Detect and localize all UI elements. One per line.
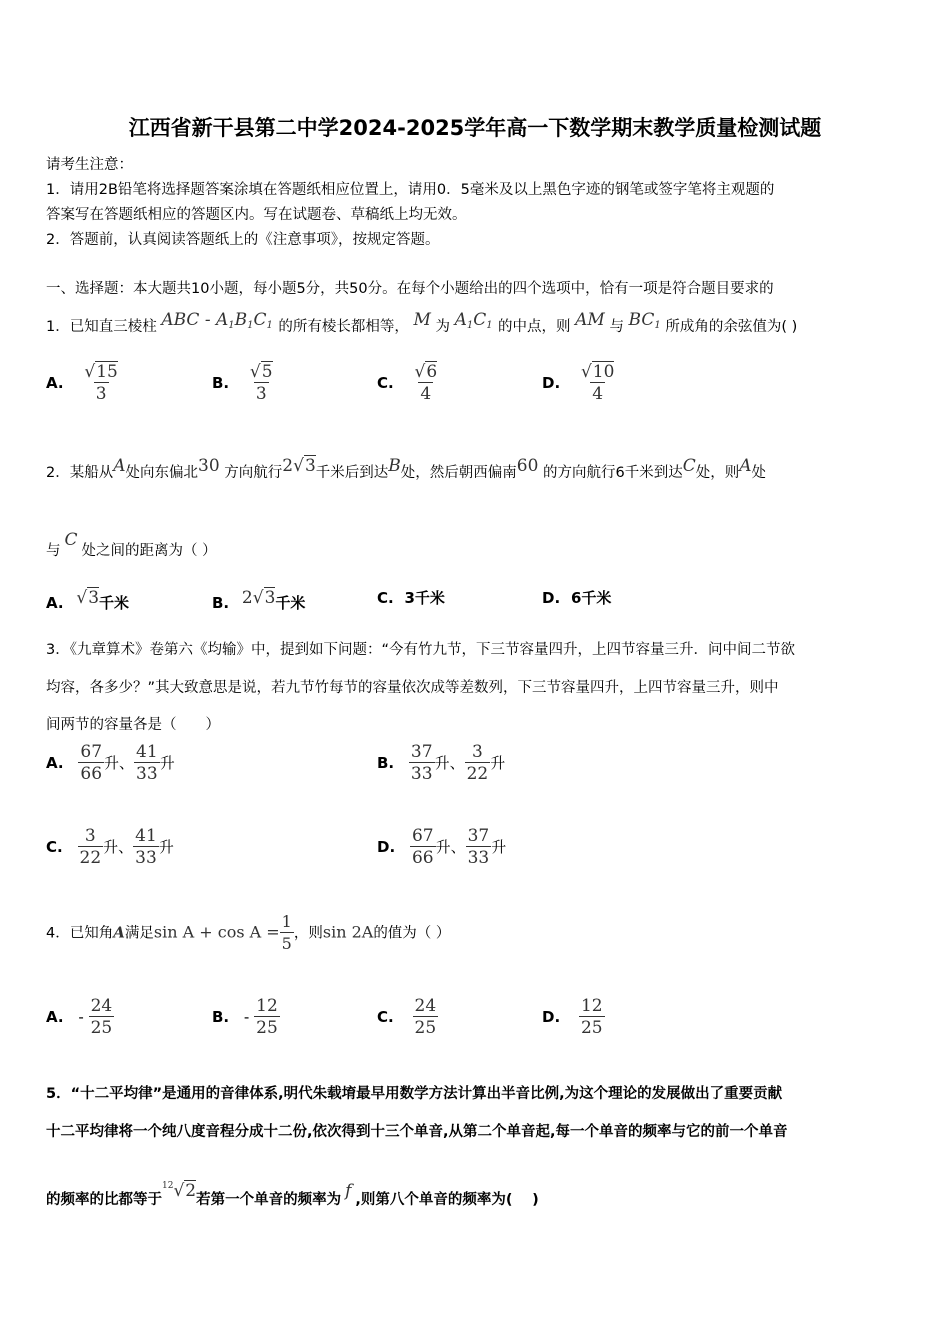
q4-option-d[interactable] <box>542 996 605 1039</box>
q1-text-1: 的所有棱长都相等， <box>278 319 409 335</box>
q5-line3-c: ,则第八个单音的频率为( ) <box>355 1192 539 1208</box>
option-text: 6千米 <box>570 589 612 607</box>
q3-line-1: 3．《九章算术》卷第六《均输》中，提到如下问题：“今有竹九节，下三节容量四升，上四节容量三升．问中间二节欲 <box>46 642 795 658</box>
q1-segment <box>455 310 498 330</box>
option-label: C. <box>377 589 394 607</box>
q2-angle-2: 60 <box>516 456 539 476</box>
q5-line3-b: 若第一个单音的频率为 <box>196 1192 342 1208</box>
q1-sub: 1 <box>266 320 273 331</box>
q4-text-1: 满足 <box>124 925 154 942</box>
q4-option-b[interactable] <box>212 996 280 1039</box>
denominator: 33 <box>135 848 157 868</box>
denominator: 25 <box>580 1018 603 1038</box>
q4-expression-2: sin 2A <box>322 922 374 942</box>
q2-point-a2: A <box>739 456 752 476</box>
numerator: 3 <box>472 742 483 762</box>
sign: - <box>243 1008 250 1026</box>
radicand: 3 <box>88 588 100 608</box>
q1-sub: 1 <box>228 320 235 331</box>
q2-text-5: 的方向航行6千米到达 <box>543 465 683 481</box>
q1-text-2: 为 <box>435 319 450 335</box>
option-label: A. <box>46 754 64 772</box>
q2-option-a[interactable]: A. √3千米 <box>46 588 130 612</box>
q4-option-c[interactable] <box>377 996 438 1039</box>
q2-text-4: 处，然后朝西偏南 <box>400 465 517 481</box>
q2-text-6: 处，则 <box>695 465 740 481</box>
q1-prism-b: B <box>234 310 248 330</box>
separator: 、 <box>119 754 135 772</box>
q2-point-a: A <box>113 456 126 476</box>
denominator: 5 <box>281 934 292 953</box>
q1-option-d[interactable]: D. $\frac{√10}{4}$ <box>542 362 615 404</box>
page-title: 江西省新干县第二中学2024-2025学年高一下数学期末教学质量检测试题 <box>128 116 822 140</box>
option-label: D. <box>542 1008 561 1026</box>
numerator: 37 <box>410 742 433 762</box>
denominator: 3 <box>95 384 107 404</box>
denominator: 33 <box>467 848 490 868</box>
radicand: 6 <box>426 362 438 382</box>
unit: 升 <box>490 754 506 772</box>
q1-bc-text: BC <box>628 310 655 330</box>
option-unit: 千米 <box>99 594 130 612</box>
question-4 <box>46 912 450 955</box>
q1-option-b[interactable]: B. $\frac{√5}{3}$ <box>212 362 273 404</box>
q1-seg-a: A <box>454 310 467 330</box>
option-label: B. <box>212 374 230 392</box>
q2-line2-b: 处之间的距离为（ ） <box>81 543 217 559</box>
q5-line-1: 5．“十二平均律”是通用的音律体系,明代朱载堉最早用数学方法计算出半音比例,为这个理论的发展做出了重要贡献 <box>46 1086 783 1102</box>
q2-coef: 2 <box>282 456 294 476</box>
numerator: 12 <box>256 996 278 1016</box>
q2-text-2: 方向航行 <box>224 465 283 481</box>
q1-seg-c: C <box>473 310 487 330</box>
q2-text-1: 处向东偏北 <box>125 465 199 481</box>
numerator: 67 <box>411 826 434 846</box>
denominator: 3 <box>255 384 267 404</box>
denominator: 25 <box>256 1018 278 1038</box>
option-unit: 千米 <box>275 594 306 612</box>
radicand: 5 <box>261 362 273 382</box>
q2-line2-a: 与 <box>46 543 61 559</box>
q2-text-3: 千米后到达 <box>315 465 389 481</box>
q1-option-c[interactable]: C. $\frac{√6}{4}$ <box>377 362 438 404</box>
notice-line-1: 1．请用2B铅笔将选择题答案涂填在答题纸相应位置上，请用0．5毫米及以上黑色字迹的钢笔或签字笔将主观题的 <box>46 182 775 198</box>
denominator: 25 <box>90 1018 113 1038</box>
separator: 、 <box>450 838 466 856</box>
q1-option-a[interactable]: A. $\frac{√15}{3}$ <box>46 362 118 404</box>
question-1 <box>46 300 797 347</box>
option-label: A. <box>46 594 64 612</box>
denominator: 4 <box>420 384 432 404</box>
q4-text-3: 的值为（ ） <box>373 925 451 942</box>
option-label: D. <box>542 589 561 607</box>
numerator: 24 <box>414 996 437 1016</box>
numerator: 24 <box>90 996 113 1016</box>
q5-frequency-f: f <box>345 1181 352 1201</box>
option-label: B. <box>377 754 395 772</box>
unit: 升 <box>158 838 174 856</box>
question-2-line-2 <box>46 520 217 571</box>
q2-angle-1: 30 <box>198 456 220 476</box>
q1-sub: 1 <box>486 320 493 331</box>
q1-prism-abc: ABC - <box>161 310 211 330</box>
q2-option-c[interactable] <box>377 580 445 616</box>
option-text: 3千米 <box>404 589 445 607</box>
notice-line-3: 2．答题前，认真阅读答题纸上的《注意事项》，按规定答题。 <box>46 232 440 248</box>
denominator: 22 <box>466 764 489 784</box>
q2-option-d[interactable] <box>542 580 611 616</box>
option-label: C. <box>377 1008 394 1026</box>
q4-angle-a: A <box>113 923 125 942</box>
option-label: B. <box>212 1008 230 1026</box>
q3-line-2: 均容，各多少？”其大致意思是说，若九节竹每节的容量依次成等差数列，下三节容量四升，上四节容量三升，则中 <box>46 680 779 696</box>
q2-text-7: 处 <box>751 465 767 481</box>
option-label: D. <box>542 374 561 392</box>
q2-point-c2: C <box>64 530 78 550</box>
unit: 升 <box>104 754 120 772</box>
q5-line3-a: 的频率的比都等于 <box>46 1192 162 1208</box>
sign: - <box>78 1008 84 1026</box>
numerator: 1 <box>281 912 292 931</box>
numerator: 37 <box>467 826 490 846</box>
denominator: 33 <box>410 764 433 784</box>
radicand: 3 <box>264 588 276 608</box>
separator: 、 <box>449 754 465 772</box>
q5-line-3: 的频率的比都等于$^{12}$√2若第一个单音的频率为 f ,则第八个单音的频率为( ) <box>46 1181 539 1208</box>
notice-line-2: 答案写在答题纸相应的答题区内。写在试题卷、草稿纸上均无效。 <box>46 207 467 223</box>
numerator: 3 <box>84 826 96 846</box>
q2-option-b[interactable]: B. 2√3千米 <box>212 588 306 612</box>
q1-text-5: 所成角的余弦值为( ) <box>665 319 798 335</box>
q3-option-b[interactable] <box>377 742 505 785</box>
unit: 升 <box>103 838 119 856</box>
unit: 升 <box>435 838 451 856</box>
q5-root-index: 12 <box>162 1181 174 1191</box>
q1-sub: 1 <box>654 320 661 331</box>
coefficient: 2 <box>241 588 253 608</box>
q3-option-d[interactable] <box>377 826 506 869</box>
denominator: 4 <box>592 384 604 404</box>
denominator: 66 <box>411 848 434 868</box>
unit: 升 <box>491 838 507 856</box>
q2-point-b: B <box>388 456 401 476</box>
section-heading: 一、选择题：本大题共10小题，每小题5分，共50分。在每个小题给出的四个选项中，恰有一项是符合题目要求的 <box>46 281 774 297</box>
q1-m: M <box>413 310 431 330</box>
q2-radicand: 3 <box>304 456 316 476</box>
q4-expression: sin A + cos A = <box>153 922 280 942</box>
denominator: 22 <box>79 848 102 868</box>
denominator: 25 <box>414 1018 437 1038</box>
q1-text-4: 与 <box>609 319 624 335</box>
numerator: 41 <box>135 826 157 846</box>
denominator: 66 <box>80 764 103 784</box>
q5-line-2: 十二平均律将一个纯八度音程分成十二份,依次得到十三个单音,从第二个单音起,每一个单音的频率与它的前一个单音 <box>46 1124 788 1140</box>
numerator: 41 <box>136 742 158 762</box>
q1-sub: 1 <box>466 320 474 331</box>
option-label: B. <box>212 594 230 612</box>
q4-option-a[interactable] <box>46 996 114 1039</box>
notice-heading: 请考生注意： <box>46 157 133 173</box>
q1-text-3: 的中点，则 <box>498 319 571 335</box>
q1-prism-c: C <box>253 310 267 330</box>
q1-prism <box>161 310 278 330</box>
radicand: 15 <box>96 362 118 382</box>
q3-option-c[interactable] <box>46 826 174 869</box>
option-label: C. <box>46 838 63 856</box>
q2-intro: 2．某船从 <box>46 465 114 481</box>
option-label: A. <box>46 1008 64 1026</box>
option-label: A. <box>46 374 64 392</box>
q1-sub: 1 <box>247 320 254 331</box>
separator: 、 <box>118 838 134 856</box>
q1-prism-a: A <box>216 310 229 330</box>
q1-am: AM <box>575 310 605 330</box>
q3-option-a[interactable] <box>46 742 175 785</box>
radicand: 10 <box>592 362 615 382</box>
denominator: 33 <box>136 764 158 784</box>
option-label: D. <box>377 838 396 856</box>
option-label: C. <box>377 374 394 392</box>
numerator: 67 <box>80 742 103 762</box>
q4-intro: 4．已知角 <box>46 925 114 942</box>
numerator: 12 <box>580 996 603 1016</box>
q1-intro: 1．已知直三棱柱 <box>46 319 157 335</box>
unit: 升 <box>159 754 175 772</box>
q2-point-c: C <box>682 456 696 476</box>
q1-bc <box>629 310 661 330</box>
q3-line-3: 间两节的容量各是（ ） <box>46 717 220 733</box>
q4-text-2: ，则 <box>293 925 323 942</box>
unit: 升 <box>434 754 450 772</box>
q5-radicand: 2 <box>185 1181 197 1201</box>
question-2: 2．某船从A处向东偏北30 方向航行2√3千米后到达B处，然后朝西偏南60 的方向航行6千米到达C处，则A处 <box>46 456 767 481</box>
